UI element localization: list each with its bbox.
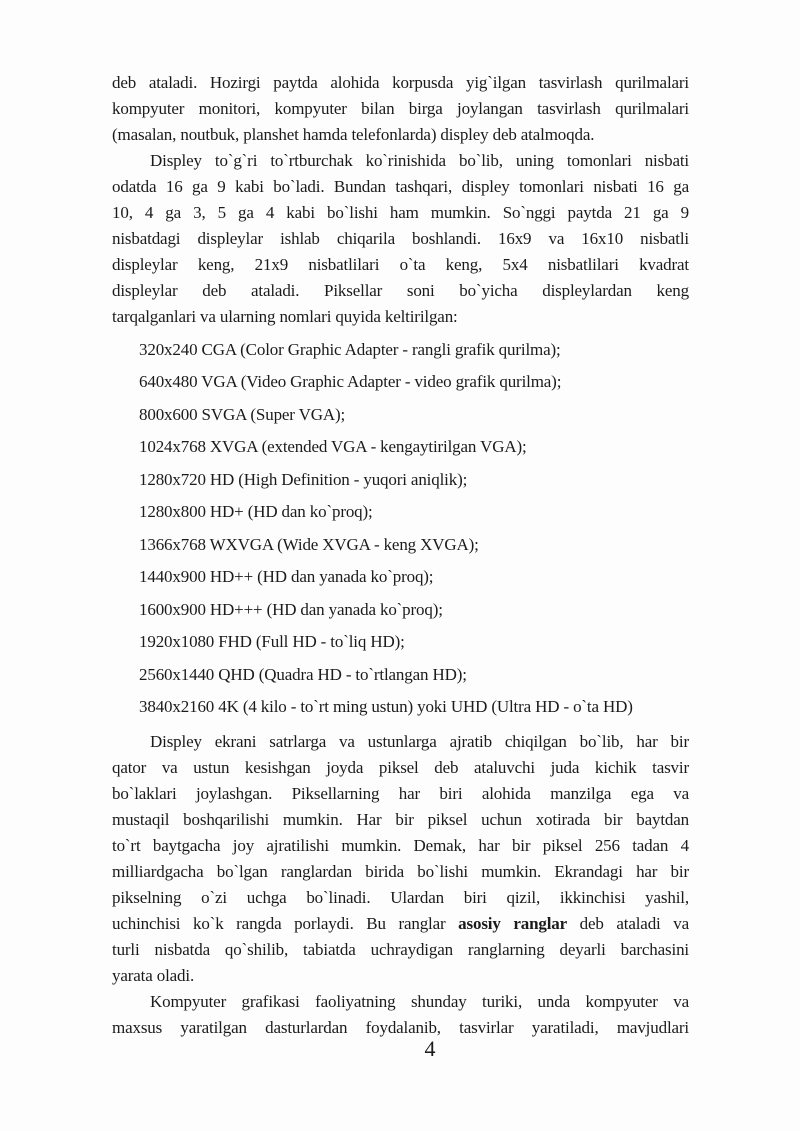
page-number: 4 — [424, 1036, 436, 1061]
text-line: kompyuter monitori, kompyuter bilan birga joylangan tasvirlash qurilmalari — [112, 99, 689, 118]
text-line: odatda 16 ga 9 kabi bo`ladi. Bundan tashqari, displey tomonlari nisbati 16 ga — [112, 177, 689, 196]
text-line: maxsus yaratilgan dasturlardan foydalanib, tasvirlar yaratiladi, mavjudlari — [112, 1018, 689, 1037]
text-line: Kompyuter grafikasi faoliyatning shunday turiki, unda kompyuter va — [150, 992, 689, 1011]
text-line: tarqalganlari va ularning nomlari quyida keltirilgan: — [112, 307, 458, 326]
text-line: displeylar deb ataladi. Piksellar soni bo`yicha displeylardan keng — [112, 281, 689, 300]
bold-phrase: asosiy ranglar — [458, 914, 568, 933]
text-line: (masalan, noutbuk, planshet hamda telefonlarda) displey deb atalmoqda. — [112, 125, 595, 144]
resolution-list — [112, 337, 689, 721]
list-item: 800x600 SVGA (Super VGA); — [139, 404, 346, 424]
text-line-with-bold — [112, 911, 689, 937]
text-line: nisbatdagi displeylar ishlab chiqarila boshlandi. 16x9 va 16x10 nisbatli — [112, 229, 689, 248]
text-segment: uchinchisi ko`k rangda porlaydi. Bu ranglar — [112, 914, 459, 933]
page-text-block — [112, 70, 689, 1041]
paragraph-4 — [112, 989, 689, 1041]
text-line: pikselning o`zi uchga bo`linadi. Ulardan biri qizil, ikkinchisi yashil, — [112, 888, 689, 907]
text-line: displeylar keng, 21x9 nisbatlilari o`ta keng, 5x4 nisbatlilari kvadrat — [112, 255, 689, 274]
list-item: 2560x1440 QHD (Quadra HD - to`rtlangan HD); — [139, 664, 467, 684]
paragraph-2 — [112, 148, 689, 330]
list-item: 1366x768 WXVGA (Wide XVGA - keng XVGA); — [139, 534, 479, 554]
text-line: qator va ustun kesishgan joyda piksel deb ataluvchi juda kichik tasvir — [112, 758, 689, 777]
list-item: 1280x720 HD (High Definition - yuqori aniqlik); — [139, 469, 468, 489]
text-line: turli nisbatda qo`shilib, tabiatda uchraydigan ranglarning deyarli barchasini — [112, 940, 689, 959]
list-item: 1024x768 XVGA (extended VGA - kengaytirilgan VGA); — [139, 437, 527, 456]
list-item: 320x240 CGA (Color Graphic Adapter - rangli grafik qurilma); — [139, 339, 561, 359]
list-item: 1440x900 HD++ (HD dan yanada ko`proq); — [139, 567, 434, 586]
text-line: Displey to`g`ri to`rtburchak ko`rinishida bo`lib, uning tomonlari nisbati — [150, 151, 689, 170]
list-item: 640x480 VGA (Video Graphic Adapter - video grafik qurilma); — [139, 372, 562, 391]
paragraph-3 — [112, 729, 689, 989]
paragraph-1 — [112, 70, 689, 148]
text-line: milliardgacha bo`lgan ranglardan birida bo`lishi mumkin. Ekrandagi har bir — [112, 862, 689, 881]
list-item: 3840x2160 4K (4 kilo - to`rt ming ustun) yoki UHD (Ultra HD - o`ta HD) — [139, 697, 633, 716]
text-line: deb ataladi. Hozirgi paytda alohida korpusda yig`ilgan tasvirlash qurilmalari — [112, 73, 689, 92]
text-line: bo`laklari joylashgan. Piksellarning har biri alohida manzilga ega va — [112, 784, 689, 803]
text-line: yarata oladi. — [112, 966, 195, 985]
text-line: mustaqil boshqarilishi mumkin. Har bir piksel uchun xotirada bir baytdan — [112, 810, 689, 829]
text-segment: deb ataladi va — [567, 914, 689, 933]
text-line: Displey ekrani satrlarga va ustunlarga ajratib chiqilgan bo`lib, har bir — [150, 732, 689, 751]
text-line: to`rt baytgacha joy ajratilishi mumkin. Demak, har bir piksel 256 tadan 4 — [112, 836, 689, 855]
list-item: 1920x1080 FHD (Full HD - to`liq HD); — [139, 632, 405, 651]
text-line: 10, 4 ga 3, 5 ga 4 kabi bo`lishi ham mumkin. So`nggi paytda 21 ga 9 — [112, 203, 689, 222]
list-item: 1600x900 HD+++ (HD dan yanada ko`proq); — [139, 599, 443, 619]
list-item: 1280x800 HD+ (HD dan ko`proq); — [139, 502, 373, 521]
